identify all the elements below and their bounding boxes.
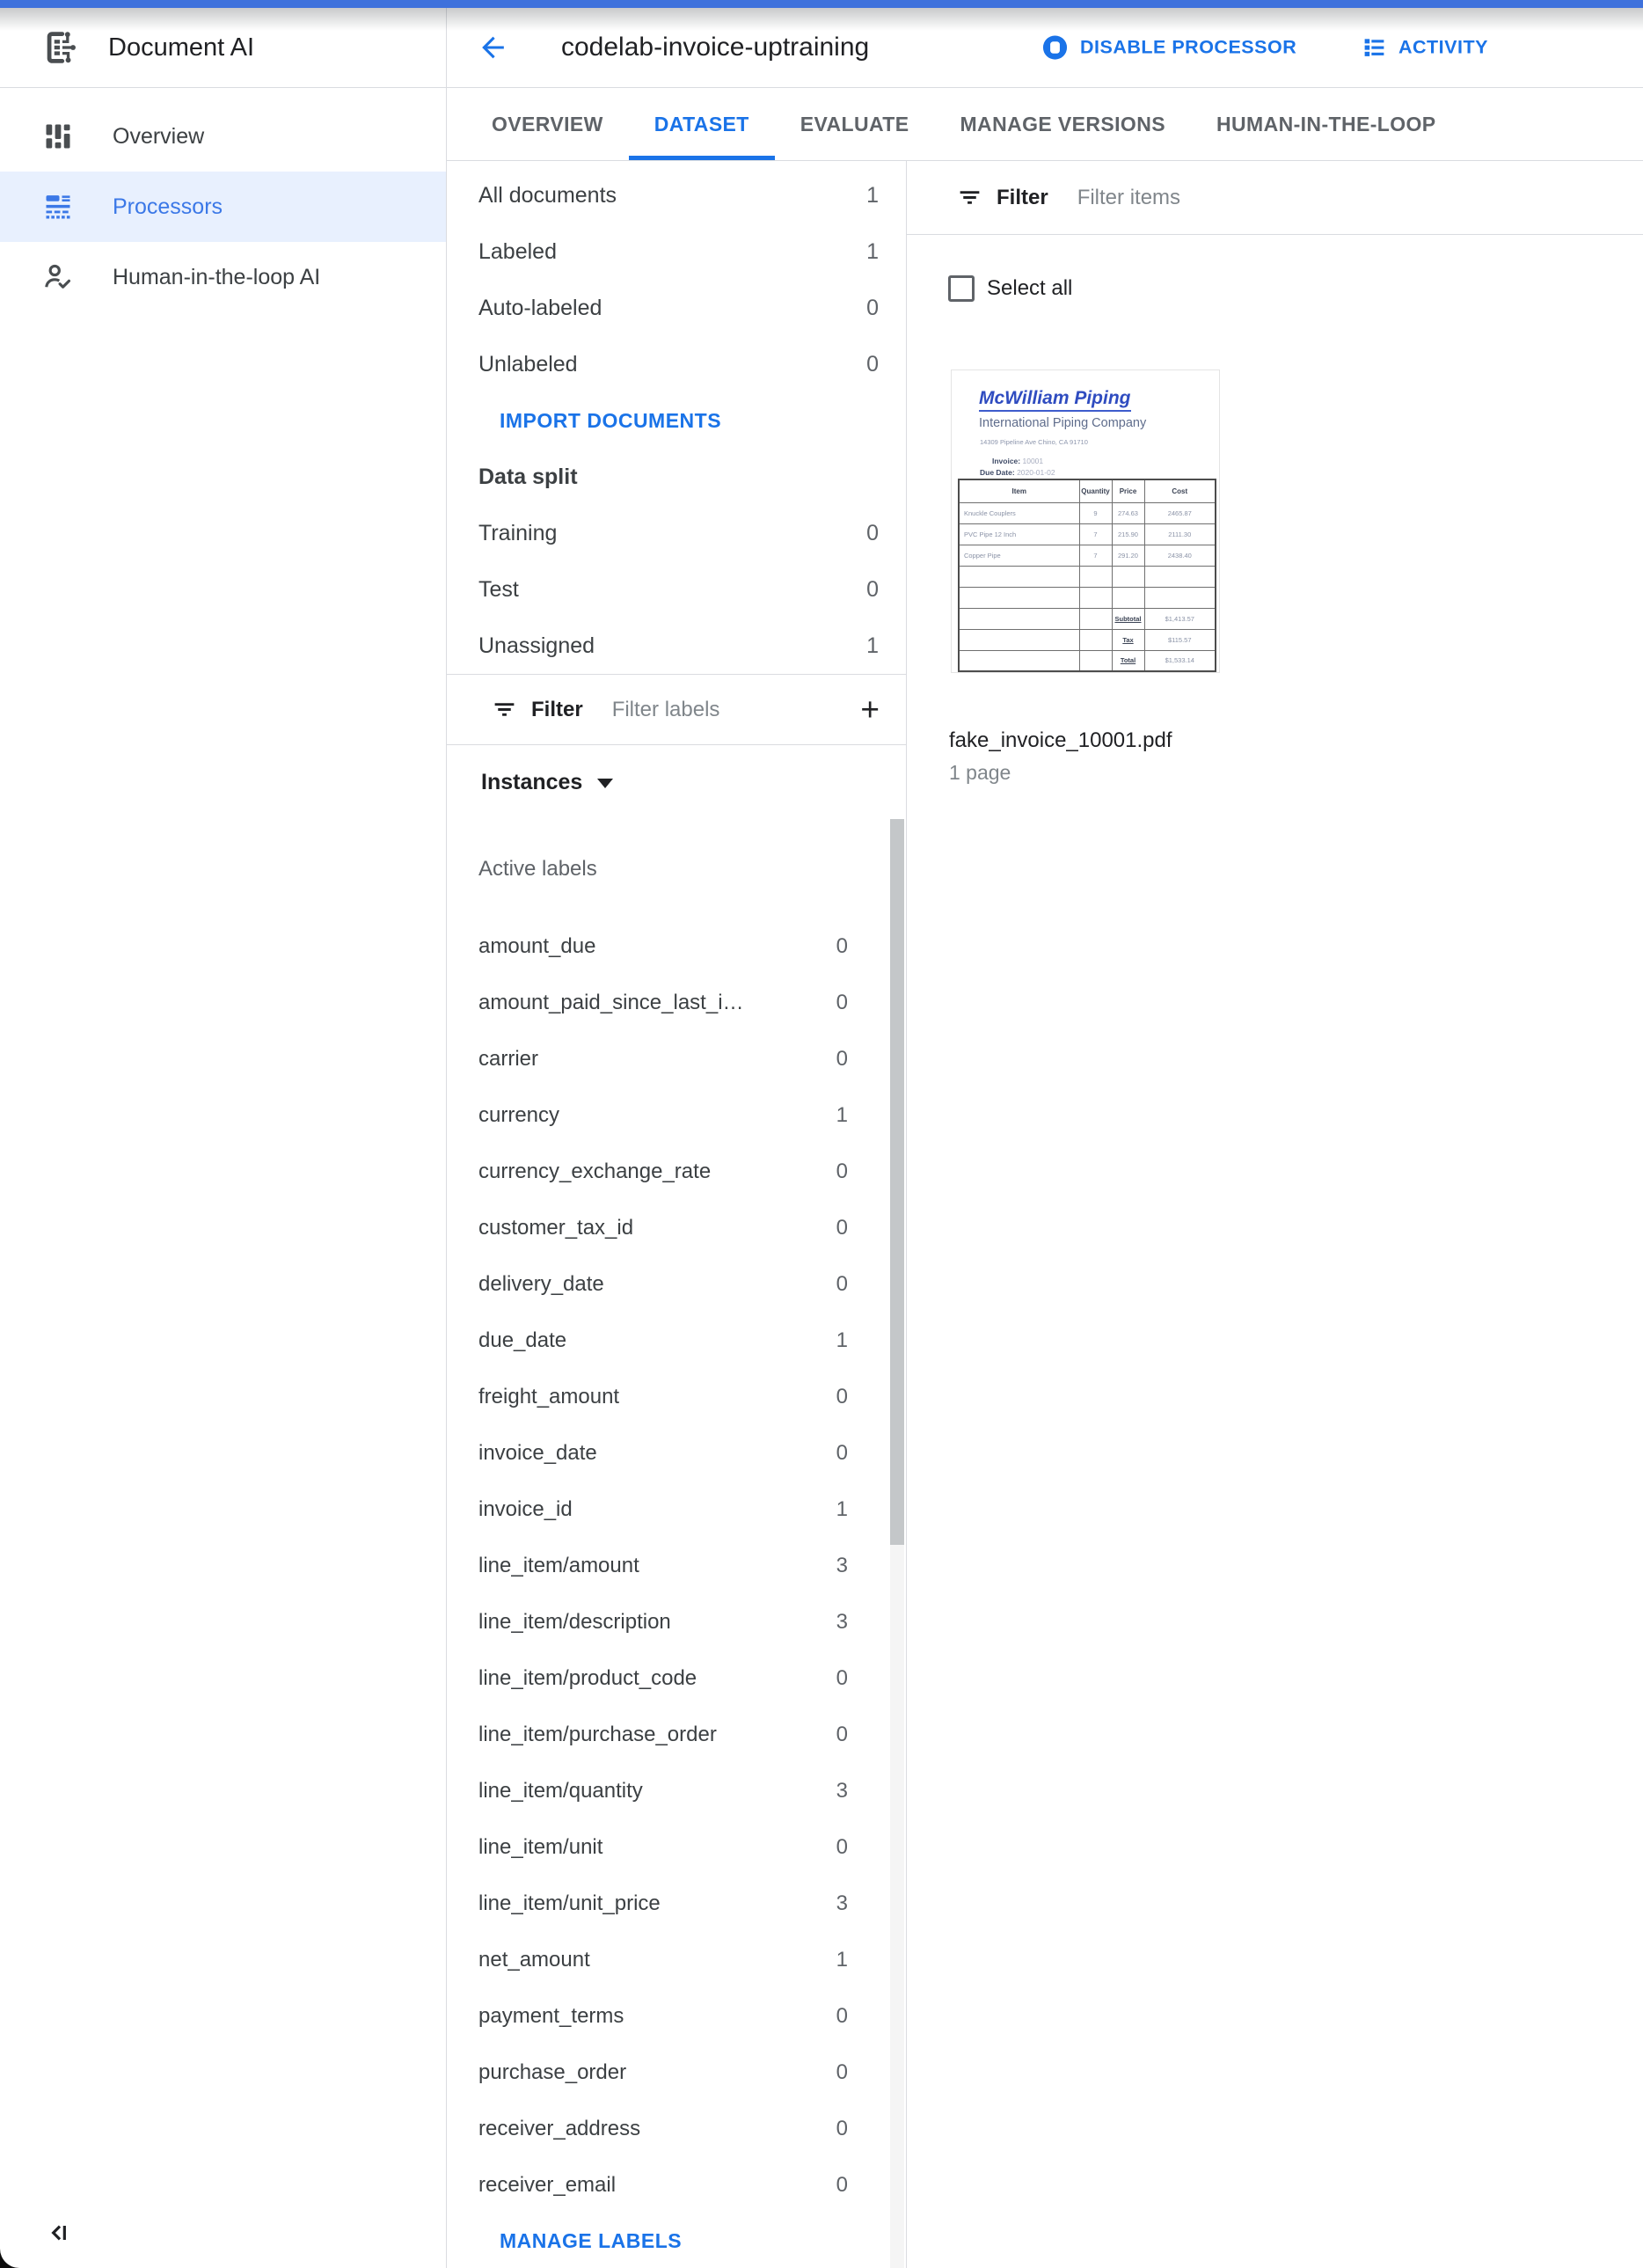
label-row[interactable] — [447, 1594, 906, 1650]
label-count: 3 — [836, 1891, 848, 1915]
import-documents-row — [447, 392, 906, 449]
invoice-address: 14309 Pipeline Ave Chino, CA 91710 — [980, 438, 1088, 446]
product-header — [0, 8, 447, 87]
count-label: Unassigned — [478, 633, 595, 658]
processor-header — [447, 8, 1643, 87]
document-filename: fake_invoice_10001.pdf — [949, 728, 1172, 752]
document-caption — [949, 724, 1172, 787]
filter-items-input[interactable] — [1077, 186, 1608, 210]
invoice-company-name: McWilliam Piping — [979, 388, 1131, 412]
label-row[interactable] — [447, 1256, 906, 1313]
stop-circle-icon — [1041, 34, 1069, 62]
label-count: 0 — [836, 1441, 848, 1465]
select-all-label: Select all — [987, 276, 1073, 300]
labels-scroll-area — [447, 819, 906, 2268]
sidebar-item-label: Processors — [113, 194, 223, 219]
label-row[interactable] — [447, 918, 906, 975]
label-count: 0 — [836, 1272, 848, 1296]
label-count: 0 — [836, 1047, 848, 1071]
invoice-number-line: Invoice: 10001 — [992, 457, 1044, 465]
label-row[interactable] — [447, 1369, 906, 1425]
label-row[interactable] — [447, 2101, 906, 2157]
scrollbar-thumb[interactable] — [890, 819, 904, 1545]
label-name: amount_paid_since_last_i… — [478, 991, 744, 1014]
count-label: Test — [478, 576, 519, 602]
label-count: 1 — [836, 1103, 848, 1127]
label-count: 0 — [836, 2173, 848, 2197]
invoice-tagline: International Piping Company — [979, 416, 1147, 430]
count-label: Labeled — [478, 238, 557, 264]
label-name: freight_amount — [478, 1385, 620, 1408]
invoice-total-row: Subtotal $1,413.57 — [959, 608, 1216, 629]
invoice-due-date-line: Due Date: 2020-01-02 — [980, 468, 1055, 477]
data-split-row[interactable] — [447, 618, 906, 674]
label-count: 0 — [836, 2004, 848, 2028]
label-count: 3 — [836, 1554, 848, 1577]
invoice-header-cell: Quantity — [1079, 479, 1112, 502]
document-count-row[interactable] — [447, 167, 906, 223]
count-label: Unlabeled — [478, 351, 578, 377]
processor-name-title: codelab-invoice-uptraining — [561, 33, 870, 62]
sidebar-item-hitl[interactable] — [0, 242, 446, 312]
left-nav — [0, 88, 447, 2268]
invoice-empty-rows — [959, 566, 1216, 608]
label-name: due_date — [478, 1328, 567, 1352]
document-count-row[interactable] — [447, 223, 906, 280]
app-header — [0, 8, 1643, 88]
count-value: 1 — [866, 633, 879, 658]
tab-evaluate[interactable]: EVALUATE — [800, 112, 909, 135]
data-split-title: Data split — [478, 464, 578, 489]
label-count: 0 — [836, 1723, 848, 1746]
label-row[interactable] — [447, 975, 906, 1031]
invoice-header-cell: Price — [1112, 479, 1144, 502]
invoice-header-cell: Item — [959, 479, 1079, 502]
invoice-line-item-row: Copper Pipe 7 291.20 2438.40 — [959, 545, 1216, 566]
label-name: line_item/amount — [478, 1554, 639, 1577]
dataset-summary-panel — [447, 161, 907, 2268]
label-name: delivery_date — [478, 1272, 604, 1296]
label-row[interactable] — [447, 2157, 906, 2213]
label-row[interactable] — [447, 1988, 906, 2045]
data-split-row[interactable] — [447, 505, 906, 561]
filter-label: Filter — [531, 697, 583, 721]
label-name: line_item/unit — [478, 1835, 603, 1859]
person-check-icon — [42, 261, 74, 293]
list-icon — [1362, 35, 1387, 61]
sidebar-item-label: Overview — [113, 123, 205, 149]
invoice-totals — [959, 608, 1216, 671]
data-split-list — [447, 505, 906, 674]
dataset-columns — [447, 161, 1643, 2268]
label-name: line_item/quantity — [478, 1779, 643, 1803]
label-name: line_item/purchase_order — [478, 1723, 717, 1746]
count-value: 0 — [866, 576, 879, 602]
invoice-line-items — [959, 502, 1216, 566]
label-count: 0 — [836, 934, 848, 958]
chevron-down-icon — [597, 779, 613, 788]
label-name: net_amount — [478, 1948, 590, 1972]
active-labels-title: Active labels — [478, 856, 597, 881]
count-value: 0 — [866, 520, 879, 545]
label-count: 0 — [836, 1216, 848, 1240]
label-count: 0 — [836, 1385, 848, 1408]
filter-icon — [957, 185, 982, 210]
count-label: Training — [478, 520, 558, 545]
active-labels-list — [447, 918, 906, 2213]
invoice-header-cell: Cost — [1144, 479, 1216, 502]
document-page-count: 1 page — [949, 761, 1011, 784]
items-filter-row — [907, 161, 1643, 235]
label-row[interactable] — [447, 1932, 906, 1988]
document-thumbnail[interactable] — [951, 369, 1220, 673]
filter-label: Filter — [997, 185, 1048, 209]
invoice-total-row: Total $1,533.14 — [959, 650, 1216, 671]
label-row[interactable] — [447, 1144, 906, 1200]
sidebar-item-overview[interactable] — [0, 101, 446, 172]
label-count: 0 — [836, 1835, 848, 1859]
label-name: receiver_address — [478, 2117, 641, 2140]
label-row[interactable] — [447, 1763, 906, 1819]
label-count: 1 — [836, 1497, 848, 1521]
tab-dataset[interactable]: DATASET — [629, 88, 775, 160]
document-count-row[interactable] — [447, 336, 906, 392]
label-row[interactable] — [447, 1087, 906, 1144]
select-all-row — [948, 275, 1072, 302]
main-area — [447, 88, 1643, 2268]
label-count: 3 — [836, 1610, 848, 1634]
window-corner — [0, 2247, 21, 2268]
tab-human-in-the-loop[interactable]: HUMAN-IN-THE-LOOP — [1216, 112, 1436, 135]
documents-panel — [907, 161, 1643, 2268]
label-row[interactable] — [447, 1876, 906, 1932]
label-count: 0 — [836, 2117, 848, 2140]
label-name: receiver_email — [478, 2173, 617, 2197]
sidebar-item-label: Human-in-the-loop AI — [113, 264, 321, 289]
label-name: line_item/unit_price — [478, 1891, 661, 1915]
label-name: currency — [478, 1103, 560, 1127]
manage-labels-button[interactable]: MANAGE LABELS — [500, 2229, 683, 2252]
label-name: payment_terms — [478, 2004, 624, 2028]
document-ai-logo-icon — [40, 28, 79, 67]
count-label: All documents — [478, 182, 617, 208]
label-count: 0 — [836, 991, 848, 1014]
manage-labels-row — [447, 2213, 906, 2268]
label-name: line_item/product_code — [478, 1666, 697, 1690]
back-arrow-icon[interactable] — [477, 32, 509, 64]
label-name: amount_due — [478, 934, 596, 958]
invoice-table — [958, 479, 1216, 672]
count-label: Auto-labeled — [478, 295, 602, 320]
label-row[interactable] — [447, 1200, 906, 1256]
select-all-checkbox[interactable] — [948, 275, 975, 302]
collapse-nav-icon[interactable] — [44, 2219, 72, 2247]
activity-button[interactable]: ACTIVITY — [1362, 35, 1488, 61]
label-count: 1 — [836, 1948, 848, 1972]
data-split-row[interactable] — [447, 561, 906, 618]
label-name: carrier — [478, 1047, 539, 1071]
label-row[interactable] — [447, 1313, 906, 1369]
label-row[interactable] — [447, 1650, 906, 1707]
label-count: 0 — [836, 1666, 848, 1690]
document-count-row[interactable] — [447, 280, 906, 336]
count-value: 1 — [866, 238, 879, 264]
tab-overview[interactable]: OVERVIEW — [492, 112, 603, 135]
sidebar-item-processors[interactable] — [0, 172, 446, 242]
label-name: currency_exchange_rate — [478, 1160, 712, 1183]
product-name: Document AI — [108, 33, 255, 62]
label-count: 0 — [836, 1160, 848, 1183]
label-count: 0 — [836, 2060, 848, 2084]
browser-top-accent-bar — [0, 0, 1643, 8]
label-filter-row — [447, 675, 906, 744]
invoice-line-item-row: PVC Pipe 12 Inch 7 215.90 2111.30 — [959, 523, 1216, 545]
label-name: invoice_id — [478, 1497, 573, 1521]
add-label-button[interactable]: + — [860, 691, 880, 728]
label-name: line_item/description — [478, 1610, 671, 1634]
invoice-line-item-row: Knuckle Couplers 9 274.63 2465.87 — [959, 502, 1216, 523]
disable-processor-button[interactable]: DISABLE PROCESSOR — [1041, 34, 1296, 62]
label-name: invoice_date — [478, 1441, 597, 1465]
count-value: 0 — [866, 295, 879, 320]
instances-dropdown[interactable]: Instances — [447, 745, 906, 819]
label-row[interactable] — [447, 1031, 906, 1087]
overview-icon — [42, 121, 74, 152]
label-count: 3 — [836, 1779, 848, 1803]
label-name: purchase_order — [478, 2060, 627, 2084]
tab-bar — [447, 88, 1643, 161]
processors-icon — [42, 191, 74, 223]
invoice-total-row: Tax $115.57 — [959, 629, 1216, 650]
filter-icon — [492, 697, 517, 722]
count-value: 0 — [866, 351, 879, 377]
label-row[interactable] — [447, 1482, 906, 1538]
label-row[interactable] — [447, 1425, 906, 1482]
import-documents-button[interactable]: IMPORT DOCUMENTS — [500, 408, 722, 432]
label-row[interactable] — [447, 1538, 906, 1594]
count-value: 1 — [866, 182, 879, 208]
invoice-header-row — [959, 479, 1216, 502]
page-content — [0, 88, 1643, 2268]
document-count-list — [447, 167, 906, 392]
label-row[interactable] — [447, 1819, 906, 1876]
filter-labels-input[interactable] — [612, 698, 851, 722]
label-row[interactable] — [447, 2045, 906, 2101]
label-row[interactable] — [447, 1707, 906, 1763]
label-name: customer_tax_id — [478, 1216, 634, 1240]
label-count: 1 — [836, 1328, 848, 1352]
tab-manage-versions[interactable]: MANAGE VERSIONS — [960, 112, 1165, 135]
